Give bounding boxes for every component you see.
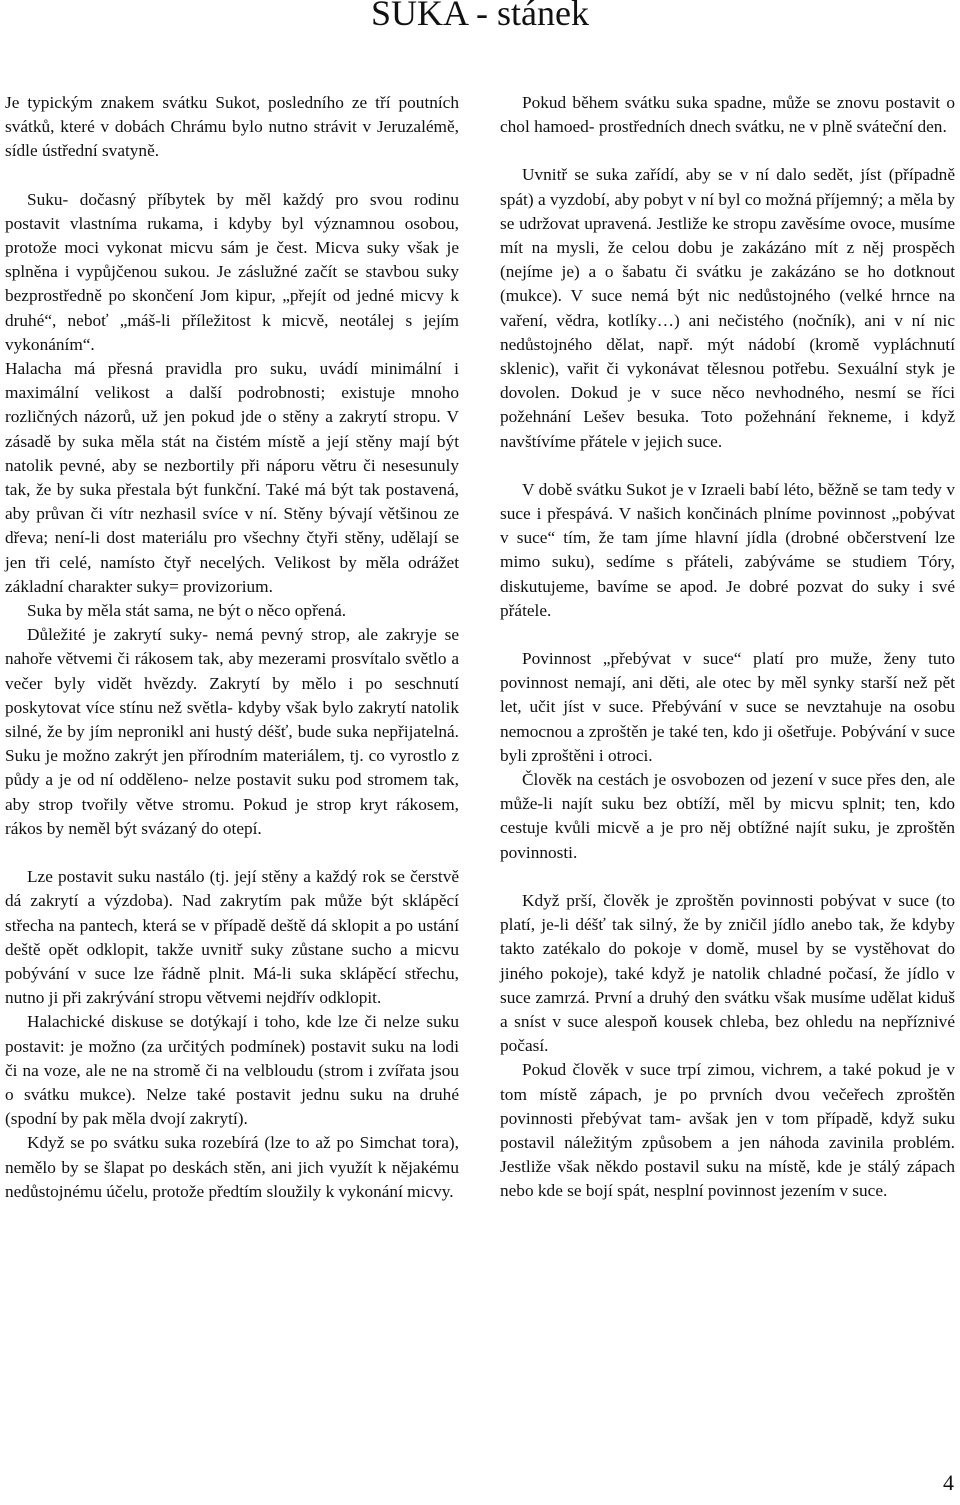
paragraph: Suku- dočasný příbytek by měl každý pro svou rodinu postavit vlastníma rukama, i kdyby byl významnou osobou, protože moci vykonat micvu sám je čest. Micva suky však je splněna i vypůjčenou sukou. Je záslužné začít se stavbou suky bezprostředně po skončení Jom kipur, „přejít od jedné micvy k druhé“, neboť „máš-li příležitost k micvě, neotálej s jejím vykonáním“.	[5, 189, 459, 354]
paragraph: Je typickým znakem svátku Sukot, posledního ze tří poutních svátků, které v dobách Chrámu bylo nutno strávit v Jeruzalémě, sídle ústřední svatyně.	[5, 93, 459, 161]
paragraph: Když prší, člověk je zproštěn povinnosti pobývat v suce (to platí, je-li déšť tak silný, že by zničil jídlo anebo tak, že kdyby takto zatékalo do pokoje v domě, musel by se vystěhovat do jiného pokoje), také když je natolik chladné počasí, že jídlo v suce zamrzá. První a druhý den svátku však musíme udělat kiduš a sníst v suce alespoň kousek chleba, bez ohledu na nepříznivé počasí.	[500, 890, 955, 1056]
right-text-column	[500, 91, 955, 1204]
paragraph: Povinnost „přebývat v suce“ platí pro muže, ženy tuto povinnost nemají, ani děti, ale otec by měl synky starší než pět let, učit jíst v suce. Přebývání v suce se nevztahuje na osobu nemocnou a zproštěn je také ten, kdo ji ošetřuje. Pobývání v suce byli zproštěni i otroci.	[500, 649, 955, 765]
paragraph: Pokud člověk v suce trpí zimou, vichrem, a také pokud je v tom místě zápach, je po prvních dvou večeřech zproštěn povinnosti přebývat tam- avšak jen v tom případě, když suku postavil náležitým způsobem a jen náhoda zavinila problém. Jestliže však někdo postavil suku na místě, kde je stálý zápach nebo kde se bojí spát, nesplní povinnost jezením v suce.	[500, 1060, 955, 1201]
paragraph: Když se po svátku suka rozebírá (lze to až po Simchat tora), nemělo by se šlapat po deskách stěn, ani jich využít k nějakému nedůstojnému účelu, protože předtím sloužily k vykonání micvy.	[5, 1133, 459, 1201]
paragraph: Lze postavit suku nastálo (tj. její stěny a každý rok se čerstvě dá zakrytí a výzdoba). Nad zakrytím pak může být sklápěcí střecha na pantech, která se v případě deště dá sklopit a po ustání deště opět odklopit, takže uvnitř suky zůstane sucho a micvu pobývání v suce lze řádně plnit. Má-li suka sklápěcí střechu, nutno ji při zakrývání stropu větvemi nejdřív odklopit.	[5, 867, 459, 1008]
paragraph: Člověk na cestách je osvobozen od jezení v suce přes den, ale může-li najít suku bez obtíží, měl by micvu splnit; ten, kdo cestuje kvůli micvě a je pro něj obtížné najít suku, je zproštěn povinnosti.	[500, 770, 955, 862]
paragraph: Důležité je zakrytí suky- nemá pevný strop, ale zakryje se nahoře větvemi či rákosem tak, aby mezerami prosvítalo světlo a večer byly vidět hvězdy. Zakrytí by mělo i po seschnutí poskytovat více stínu než světla- kdyby však bylo zakrytí natolik silné, že by jím nepronikl ani hustý déšť, bude suka nepřijatelná. Suku je možno zakrýt jen přírodním materiálem, tj. co vyrostlo z půdy a je od ní odděleno- nelze postavit suku pod stromem tak, aby strop tvořily větve stromu. Pokud je strop kryt rákosem, rákos by neměl být svázaný do otepí.	[5, 625, 459, 838]
paragraph: V době svátku Sukot je v Izraeli babí léto, běžně se tam tedy v suce i přespává. V našich končinách plníme povinnost „pobývat v suce“ tím, že tam jíme hlavní jídla (drobné občerstvení lze mimo suku), sedíme s přáteli, zabýváme se studiem Tóry, diskutujeme, bavíme se apod. Je dobré pozvat do suky i své přátele.	[500, 479, 955, 620]
paragraph: Uvnitř se suka zařídí, aby se v ní dalo sedět, jíst (případně spát) a vyzdobí, aby pobyt v ní byl co možná příjemný; a měla by se udržovat upravená. Jestliže ke stropu zavěsíme ovoce, musíme mít na mysli, že celou dobu je zakázáno mít z něj prospěch (nejíme je) a o šabatu či svátku je zakázáno se ho dotknout (mukce). V suce nemá být nic nedůstojného (velké hrnce na vaření, vědra, kotlíky…) ani nečistého (nočník), ani v ní nic nedůstojného dělat, např. mýt nádobí (kromě vypláchnutí sklenic), vařit či vykonávat tělesnou potřebu. Sexuální styk je dovolen. Dokud je v suce něco nevhodného, nesmí se říci požehnání Lešev besuka. Toto požehnání řekneme, i když navštívíme přátele v jejich suce.	[500, 165, 955, 451]
paragraph: Suka by měla stát sama, ne být o něco opřená.	[27, 601, 347, 621]
paragraph: Halachické diskuse se dotýkají i toho, kde lze či nelze suku postavit: je možno (za určitých podmínek) postavit suku na lodi či na voze, ale ne na stromě či na velbloudu (strom i zvířata jsou o svátku mukce). Nelze také postavit jednu suku na druhé (spodní by pak měla dvojí zakrytí).	[5, 1012, 459, 1129]
paragraph: Halacha má přesná pravidla pro suku, uvádí minimální i maximální velikost a další podrobnosti; existuje mnoho rozličných názorů, už jen pokud jde o stěny a zakrytí stropu. V zásadě by suka měla stát na čistém místě a její stěny mají být natolik pevné, aby se nezbortily při náporu větru či nesesunuly tak, že by suka přestala být funkční. Také má být tak postavená, aby průvan či vítr nezhasil svíce v ní. Stěny bývají většinou ze dřeva; není-li dost materiálu pro všechny čtyři stěny, udělají se jen tři celé, namísto čtyř necelých. Velikost by měla odrážet základní charakter suky= provizorium.	[5, 359, 459, 596]
page-number: 4	[943, 1470, 954, 1495]
paragraph: Pokud během svátku suka spadne, může se znovu postavit o chol hamoed- prostředních dnech svátku, ne v plně sváteční den.	[500, 93, 955, 137]
page-title: SUKA - stánek	[371, 0, 589, 33]
left-text-column	[5, 91, 459, 1204]
